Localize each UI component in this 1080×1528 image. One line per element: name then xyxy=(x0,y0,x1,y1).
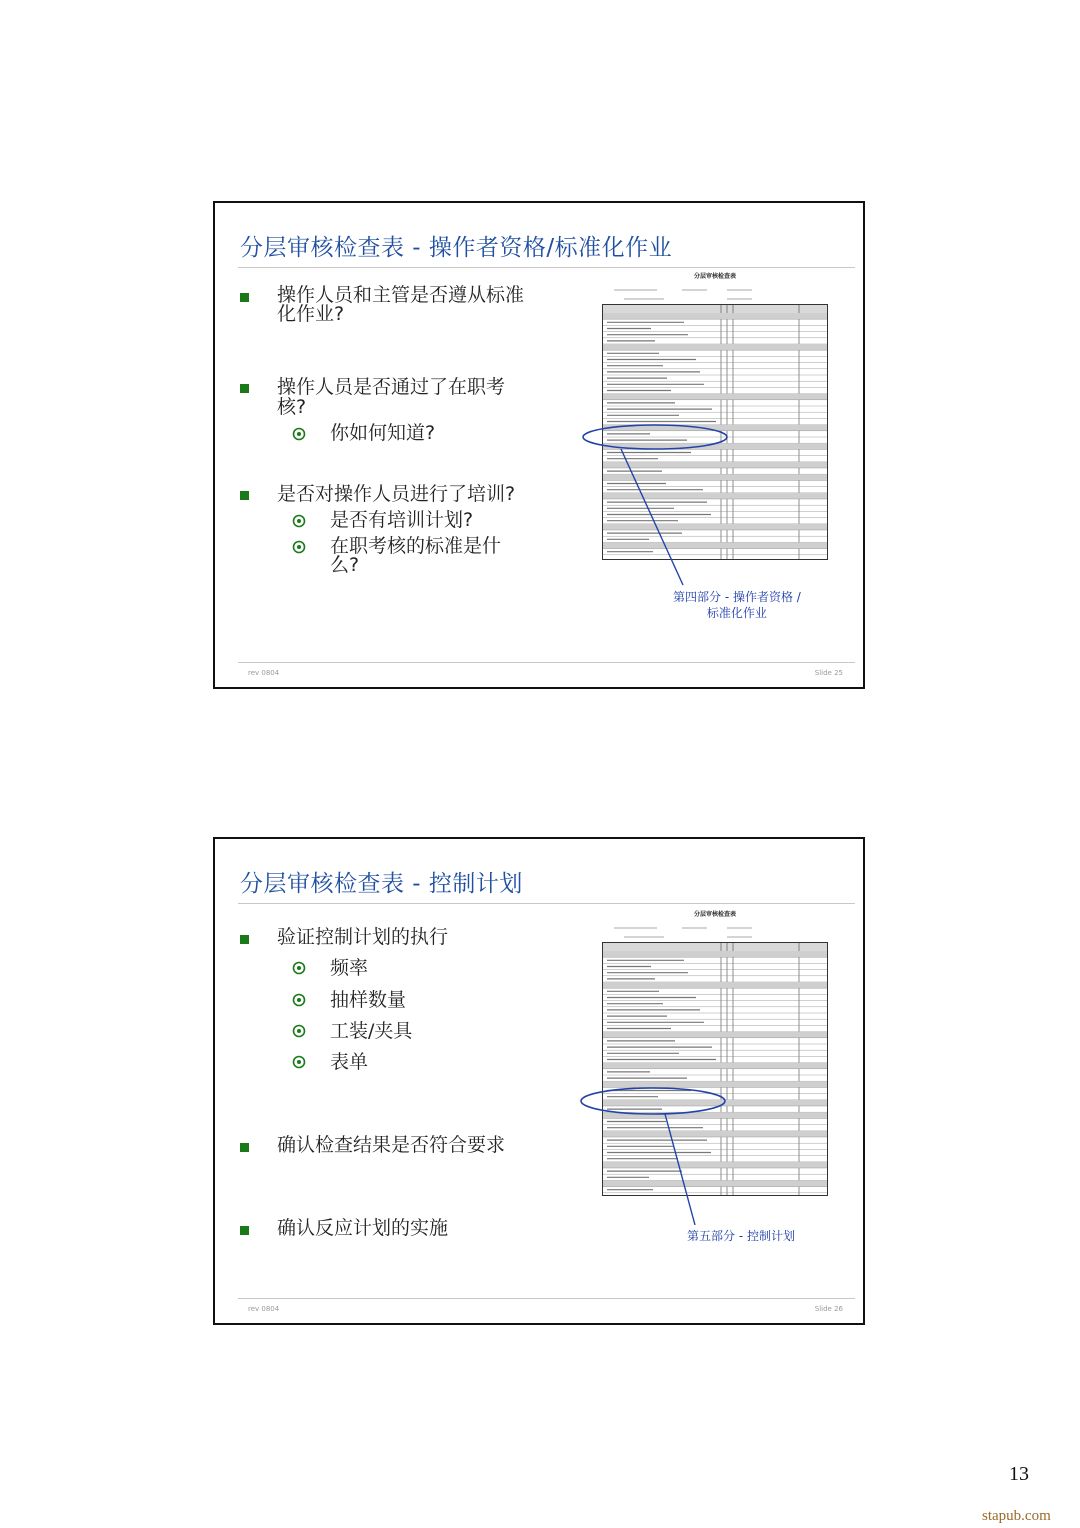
page-number: 13 xyxy=(1009,1463,1029,1485)
slide-operator-qualification xyxy=(213,201,865,689)
callout-annotation xyxy=(215,839,863,1323)
sub-bullet-text: 在职考核的标准是什 xyxy=(330,535,502,557)
callout-line: 第五部分 - 控制计划 xyxy=(687,1229,795,1243)
sub-bullet-text: 抽样数量 xyxy=(330,989,407,1011)
bullet-text: 操作人员是否通过了在职考 xyxy=(277,376,506,398)
sub-bullet-text: 么? xyxy=(330,554,360,576)
callout-line: 标准化作业 xyxy=(706,606,767,620)
bullet-text: 化作业? xyxy=(277,303,345,325)
slide-title: 分层审核检查表 - 控制计划 xyxy=(240,871,523,897)
thumbnail-title: 分层审核检查表 xyxy=(693,911,736,918)
footer-slide-number: Slide 25 xyxy=(814,669,843,677)
sub-bullet-text: 表单 xyxy=(330,1051,369,1073)
footer-revision: rev 0804 xyxy=(248,1305,280,1313)
bullet-text: 确认检查结果是否符合要求 xyxy=(277,1134,506,1156)
slide-title: 分层审核检查表 - 操作者资格/标准化作业 xyxy=(240,235,673,261)
bullet-text: 是否对操作人员进行了培训? xyxy=(277,483,516,505)
thumbnail-title: 分层审核检查表 xyxy=(693,273,736,280)
sub-bullet-text: 频率 xyxy=(330,957,369,979)
footer-divider xyxy=(238,662,855,663)
sub-bullet-text: 工装/夹具 xyxy=(330,1020,413,1042)
slide-control-plan xyxy=(213,837,865,1325)
bullet-text: 确认反应计划的实施 xyxy=(277,1217,449,1239)
callout-annotation xyxy=(215,203,863,687)
bullet-text: 操作人员和主管是否遵从标准 xyxy=(277,284,525,306)
footer-divider xyxy=(238,1298,855,1299)
bullet-text: 验证控制计划的执行 xyxy=(277,926,449,948)
sub-bullet-text: 是否有培训计划? xyxy=(330,509,474,531)
footer-revision: rev 0804 xyxy=(248,669,280,677)
footer-slide-number: Slide 26 xyxy=(814,1305,843,1313)
bullet-text: 核? xyxy=(277,396,307,418)
sub-bullet-text: 你如何知道? xyxy=(330,422,436,444)
callout-line: 第四部分 - 操作者资格 / xyxy=(673,590,801,604)
watermark: stapub.com xyxy=(982,1508,1051,1524)
